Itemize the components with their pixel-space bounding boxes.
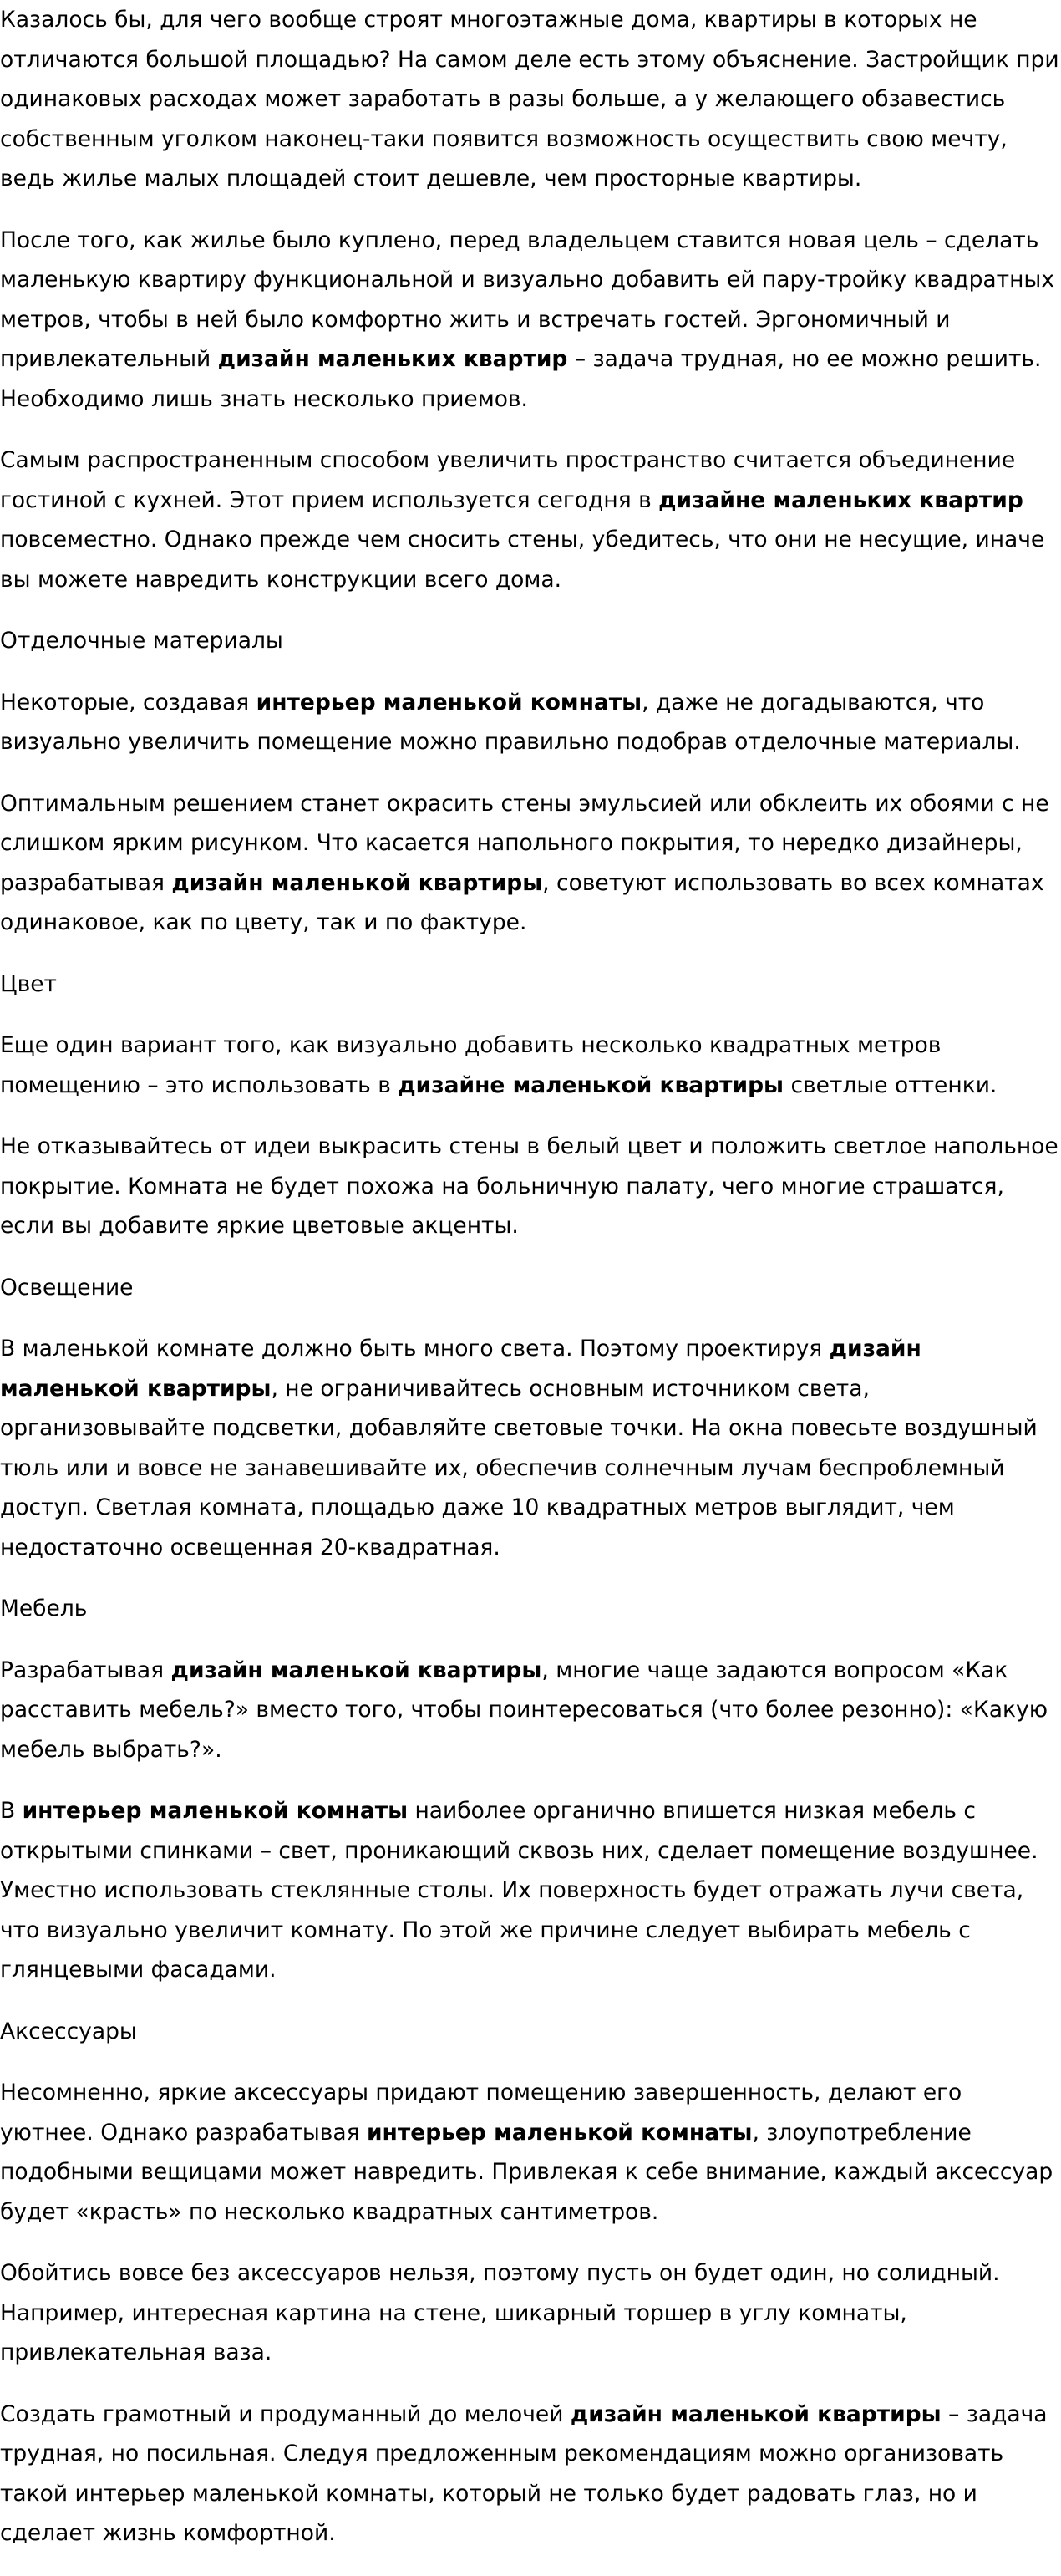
keyword-highlight: интерьер маленькой комнаты xyxy=(366,2119,753,2146)
article-paragraph xyxy=(0,1791,1059,1990)
text-segment: В маленькой комнате должно быть много света. Поэтому проектируя xyxy=(0,1336,830,1362)
text-segment: повсеместно. Однако прежде чем сносить стены, убедитесь, что они не несущие, иначе вы можете навредить конструкции всего дома. xyxy=(0,527,1045,593)
text-segment: Еще один вариант того, как визуально добавить несколько квадратных метров помещению – это использовать в xyxy=(0,1032,942,1098)
text-segment: Мебель xyxy=(0,1596,88,1621)
article-paragraph xyxy=(0,784,1059,943)
text-segment: Разрабатывая xyxy=(0,1657,171,1683)
text-segment: Некоторые, создавая xyxy=(0,689,256,715)
keyword-highlight: дизайн маленькой квартиры xyxy=(0,1336,921,1402)
article-paragraph xyxy=(0,1329,1059,1567)
text-segment: В xyxy=(0,1798,23,1824)
text-segment: Самым распространенным способом увеличить пространство считается объединение гостиной с кухней. Этот прием используется сегодня в xyxy=(0,447,1016,513)
section-heading xyxy=(0,621,1059,661)
keyword-highlight: интерьер маленькой комнаты xyxy=(22,1798,409,1824)
text-segment: наиболее органично впишется низкая мебель с открытыми спинками – свет, проникающий сквозь них, сделает помещение воздушнее. Уместно использовать стеклянные столы. Их поверхность будет отражать лучи света, что визуально увеличит комнату. По этой же причине следует выбирать мебель с глянцевыми фасадами. xyxy=(0,1798,1038,1983)
article-paragraph xyxy=(0,1651,1059,1770)
keyword-highlight: интерьер маленькой комнаты xyxy=(256,689,642,715)
text-segment: Аксессуары xyxy=(0,2018,137,2044)
text-segment: , злоупотребление подобными вещицами может навредить. Привлекая к себе внимание, каждый аксессуар будет «красть» по несколько квадратных сантиметров. xyxy=(0,2119,1053,2225)
text-segment: – задача трудная, но ее можно решить. Необходимо лишь знать несколько приемов. xyxy=(0,346,1042,412)
text-segment: После того, как жилье было куплено, перед владельцем ставится новая цель – сделать маленькую квартиру функциональной и визуально добавить ей пару-тройку квадратных метров, чтобы в ней было комфортно жить и встречать гостей. Эргономичный и привлекательный xyxy=(0,227,1055,372)
text-segment: Казалось бы, для чего вообще строят многоэтажные дома, квартиры в которых не отличаются большой площадью? На самом деле есть этому объяснение. Застройщик при одинаковых расходах может заработать в разы больше, а у желающего обзавестись собственным уголком наконец-таки появится возможность осуществить свою мечту, ведь жилье малых площадей стоит дешевле, чем просторные квартиры. xyxy=(0,7,1059,191)
text-segment: светлые оттенки. xyxy=(784,1072,998,1098)
text-segment: Цвет xyxy=(0,970,57,997)
text-segment: Создать грамотный и продуманный до мелочей xyxy=(0,2400,571,2427)
article-paragraph xyxy=(0,2073,1059,2232)
text-segment: , многие чаще задаются вопросом «Как расставить мебель?» вместо того, чтобы поинтересоваться (что более резонно): «Какую мебель выбрать?». xyxy=(0,1657,1048,1763)
article-paragraph xyxy=(0,2253,1059,2373)
text-segment: Отделочные материалы xyxy=(0,628,283,654)
article-paragraph xyxy=(0,2395,1059,2553)
section-heading xyxy=(0,2012,1059,2052)
text-segment: – задача трудная, но посильная. Следуя предложенным рекомендациям можно организовать такой интерьер маленькой комнаты, который не только будет радовать глаз, но и сделает жизнь комфортной. xyxy=(0,2400,1048,2546)
article-paragraph xyxy=(0,0,1059,199)
article-paragraph xyxy=(0,1127,1059,1246)
article-paragraph xyxy=(0,683,1059,762)
keyword-highlight: дизайне маленьких квартир xyxy=(658,486,1023,513)
text-segment: , советуют использовать во всех комнатах одинаковое, как по цвету, так и по фактуре. xyxy=(0,869,1044,935)
text-segment: Оптимальным решением станет окрасить стены эмульсией или обклеить их обоями с не слишком ярким рисунком. Что касается напольного покрытия, то нередко дизайнеры, разрабатывая xyxy=(0,790,1049,896)
section-heading xyxy=(0,965,1059,1005)
text-segment: Несомненно, яркие аксессуары придают помещению завершенность, делают его уютнее. Однако разрабатывая xyxy=(0,2080,962,2146)
article-paragraph xyxy=(0,1026,1059,1105)
text-segment: Не отказывайтесь от идеи выкрасить стены в белый цвет и положить светлое напольное покрытие. Комната не будет похожа на больничную палату, чего многие страшатся, если вы добавите яркие цветовые акценты. xyxy=(0,1133,1058,1239)
section-heading xyxy=(0,1589,1059,1629)
text-segment: , не ограничивайтесь основным источником света, организовывайте подсветки, добавляйте световые точки. На окна повесьте воздушный тюль или и вовсе не занавешивайте их, обеспечив солнечным лучам беспроблемный доступ. Светлая комната, площадью даже 10 квадратных метров выглядит, чем недостаточно освещенная 20-квадратная. xyxy=(0,1375,1038,1560)
text-segment: Обойтись вовсе без аксессуаров нельзя, поэтому пусть он будет один, но солидный. Например, интересная картина на стене, шикарный торшер в углу комнаты, привлекательная ваза. xyxy=(0,2260,1000,2365)
article-paragraph xyxy=(0,221,1059,420)
text-segment: , даже не догадываются, что визуально увеличить помещение можно правильно подобрав отделочные материалы. xyxy=(0,689,1021,755)
keyword-highlight: дизайне маленькой квартиры xyxy=(398,1072,784,1098)
keyword-highlight: дизайн маленьких квартир xyxy=(217,346,568,372)
keyword-highlight: дизайн маленькой квартиры xyxy=(570,2400,942,2427)
keyword-highlight: дизайн маленькой квартиры xyxy=(171,869,543,896)
section-heading xyxy=(0,1268,1059,1308)
keyword-highlight: дизайн маленькой квартиры xyxy=(170,1657,542,1683)
article-paragraph xyxy=(0,440,1059,599)
text-segment: Освещение xyxy=(0,1274,134,1301)
